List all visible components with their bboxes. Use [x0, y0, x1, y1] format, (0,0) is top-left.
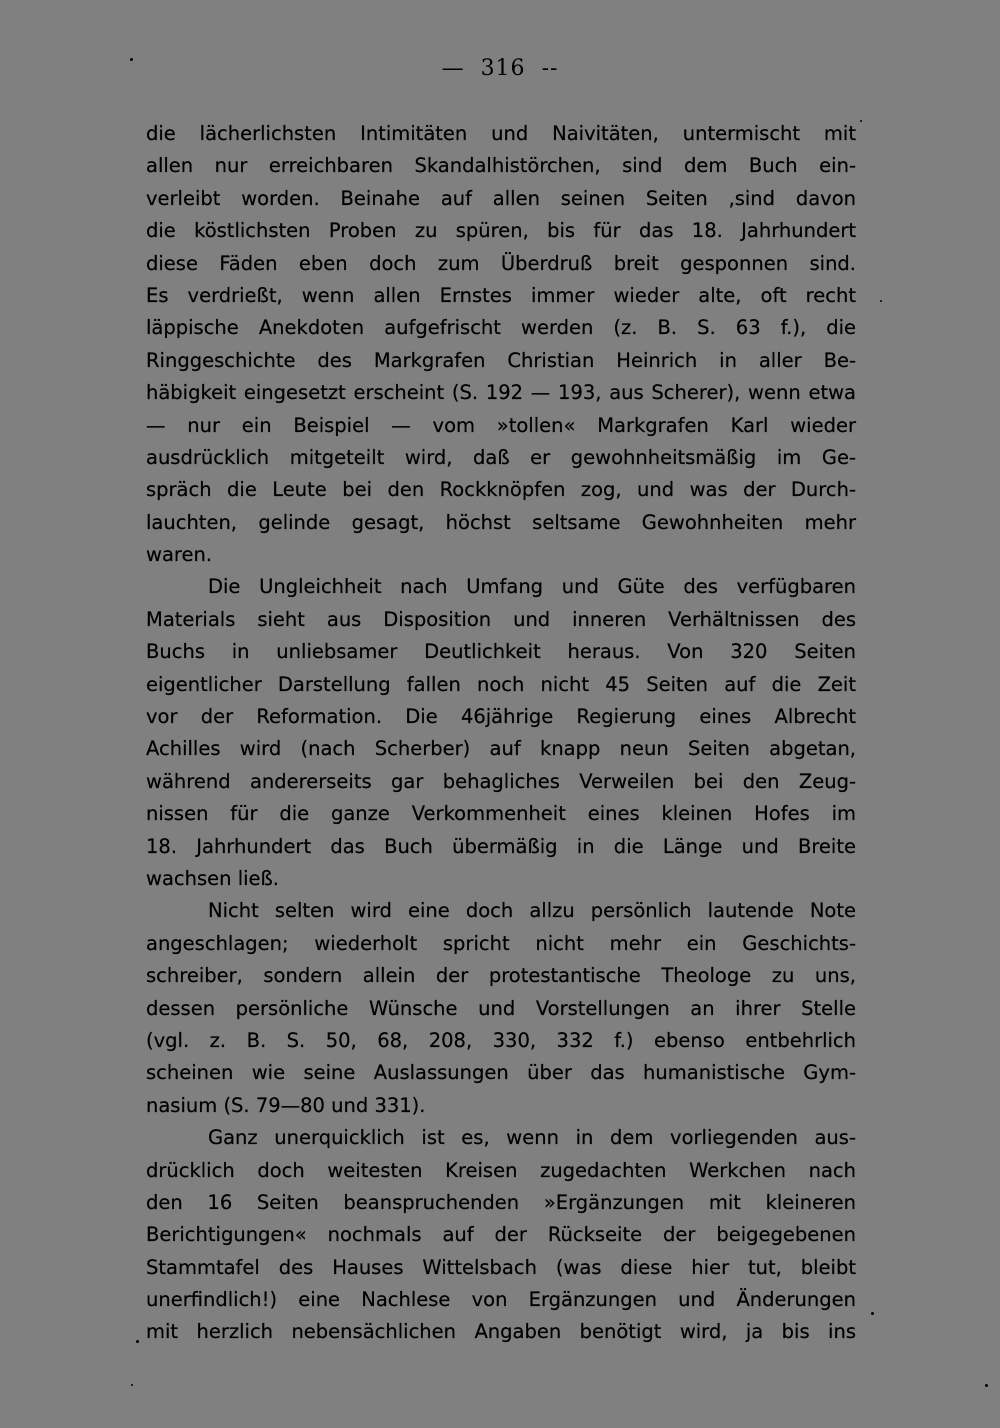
text-line: 18. Jahrhundert das Buch übermäßig in die Länge und Breite — [146, 834, 856, 858]
scan-speck — [871, 1312, 874, 1315]
page-number — [0, 56, 1000, 81]
text-line: Ringgeschichte des Markgrafen Christian Heinrich in aller Be- — [146, 348, 856, 372]
text-line: vor der Reformation. Die 46jährige Regierung eines Albrecht — [146, 705, 856, 729]
text-line: Buchs in unliebsamer Deutlichkeit heraus. Von 320 Seiten — [146, 640, 856, 664]
scan-speck — [131, 1384, 133, 1386]
text-line: Materials sieht aus Disposition und inneren Verhältnissen des — [146, 607, 856, 631]
text-line: dessen persönliche Wünsche und Vorstellungen an ihrer Stelle — [146, 996, 856, 1020]
text-line: während andererseits gar behagliches Verweilen bei den Zeug- — [146, 769, 856, 793]
paragraph-start-line: Nicht selten wird eine doch allzu persönlich lautende Note — [208, 899, 856, 923]
text-line: Stammtafel des Hauses Wittelsbach (was diese hier tut, bleibt — [146, 1255, 856, 1279]
text-line: drücklich doch weitesten Kreisen zugedachten Werkchen nach — [146, 1158, 856, 1182]
text-line: schreiber, sondern allein der protestantische Theologe zu uns, — [146, 964, 856, 988]
text-line: allen nur erreichbaren Skandalhistörchen, sind dem Buch ein- — [146, 154, 856, 178]
text-line: mit herzlich nebensächlichen Angaben benötigt wird, ja bis ins — [146, 1320, 856, 1344]
page-number-value: 316 — [480, 56, 526, 81]
text-line: diese Fäden eben doch zum Überdruß breit gesponnen sind. — [146, 251, 856, 275]
text-line: spräch die Leute bei den Rockknöpfen zog, und was der Durch- — [146, 478, 856, 502]
scan-speck — [860, 120, 862, 122]
text-line: nissen für die ganze Verkommenheit eines kleinen Hofes im — [146, 802, 856, 826]
text-line: — nur ein Beispiel — vom »tollen« Markgrafen Karl wieder — [146, 413, 856, 437]
scan-speck — [130, 58, 133, 61]
scan-speck — [136, 1340, 139, 1343]
scan-speck — [985, 1384, 988, 1387]
text-line: angeschlagen; wiederholt spricht nicht mehr ein Geschichts- — [146, 931, 856, 955]
text-body — [146, 118, 856, 1349]
text-line: läppische Anekdoten aufgefrischt werden (z. B. S. 63 f.), die — [146, 316, 856, 340]
page-number-dash-left: — — [441, 56, 465, 81]
text-line: lauchten, gelinde gesagt, höchst seltsame Gewohnheiten mehr — [146, 510, 856, 534]
paragraph-end-line: waren. — [146, 543, 213, 567]
text-line: (vgl. z. B. S. 50, 68, 208, 330, 332 f.) ebenso entbehrlich — [146, 1028, 856, 1052]
text-line: Es verdrießt, wenn allen Ernstes immer wieder alte, oft recht — [146, 283, 856, 307]
page-number-dash-right: -- — [541, 56, 559, 81]
text-line: eigentlicher Darstellung fallen noch nicht 45 Seiten auf die Zeit — [146, 672, 856, 696]
text-line: verleibt worden. Beinahe auf allen seinen Seiten ‚sind davon — [146, 186, 856, 210]
text-line: häbigkeit eingesetzt erscheint (S. 192 — 193, aus Scherer), wenn etwa — [146, 381, 856, 405]
paragraph-end-line: nasium (S. 79—80 und 331). — [146, 1093, 426, 1117]
text-line: Achilles wird (nach Scherber) auf knapp neun Seiten abgetan, — [146, 737, 856, 761]
paragraph-end-line: wachsen ließ. — [146, 866, 280, 890]
text-line: die lächerlichsten Intimitäten und Naivitäten, untermischt mit — [146, 122, 856, 145]
text-line: unerfindlich!) eine Nachlese von Ergänzungen und Änderungen — [146, 1288, 856, 1312]
text-line: die köstlichsten Proben zu spüren, bis für das 18. Jahrhundert — [146, 219, 856, 243]
scan-speck — [880, 300, 882, 302]
text-line: scheinen wie seine Auslassungen über das humanistische Gym- — [146, 1061, 856, 1085]
paragraph-start-line: Ganz unerquicklich ist es, wenn in dem vorliegenden aus- — [208, 1126, 856, 1150]
text-line: Berichtigungen« nochmals auf der Rückseite der beigegebenen — [146, 1223, 856, 1247]
text-line: den 16 Seiten beanspruchenden »Ergänzungen mit kleineren — [146, 1190, 856, 1214]
paragraph-start-line: Die Ungleichheit nach Umfang und Güte des verfügbaren — [208, 575, 856, 599]
text-line: ausdrücklich mitgeteilt wird, daß er gewohnheitsmäßig im Ge- — [146, 445, 856, 469]
